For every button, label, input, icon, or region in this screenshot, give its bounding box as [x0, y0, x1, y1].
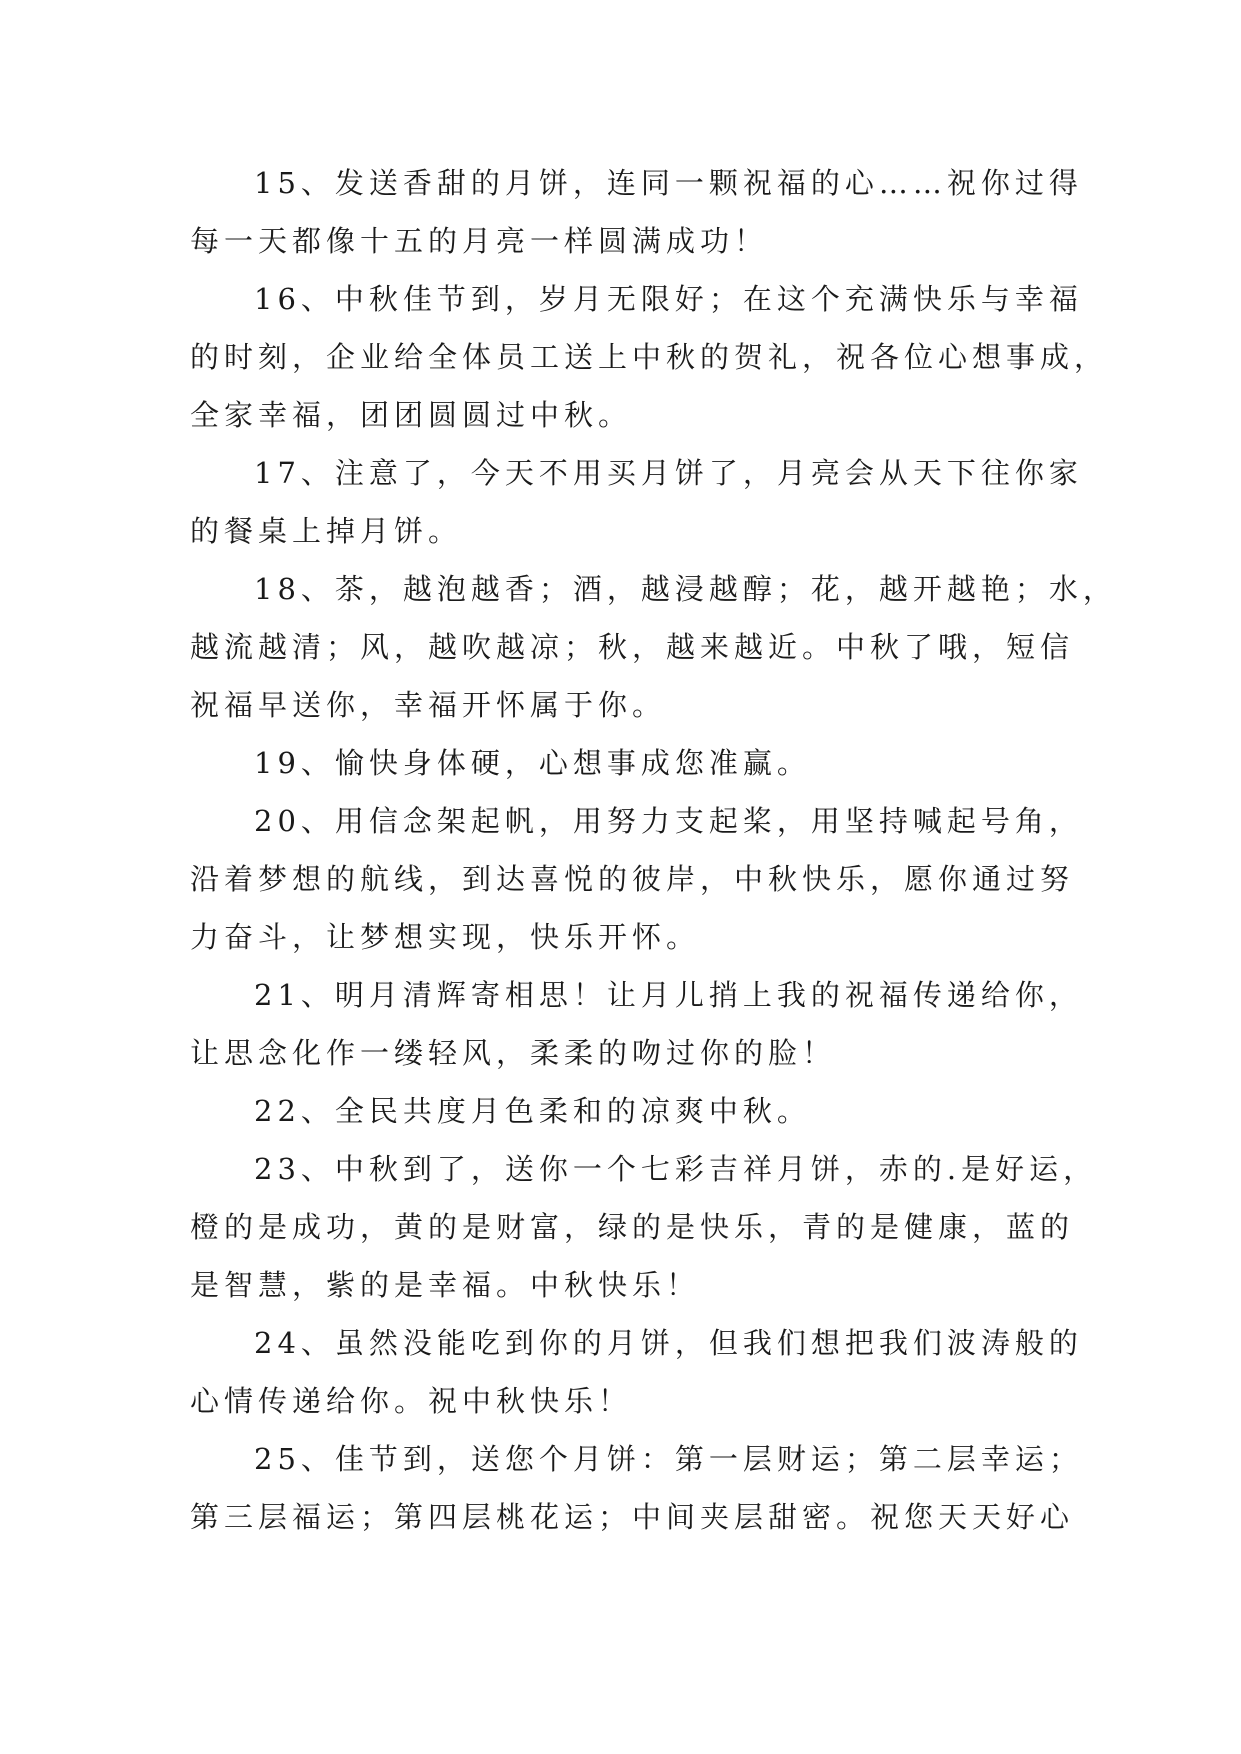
paragraph-line: 力奋斗，让梦想实现，快乐开怀。	[190, 920, 701, 954]
paragraph-23	[190, 1140, 1098, 1314]
paragraph-19	[190, 734, 1070, 792]
paragraph-line: 的时刻，企业给全体员工送上中秋的贺礼，祝各位心想事成，	[190, 340, 1109, 374]
paragraph-line: 心情传递给你。祝中秋快乐！	[190, 1384, 633, 1418]
paragraph-line: 的餐桌上掉月饼。	[190, 514, 463, 548]
paragraph-17	[190, 444, 1083, 560]
paragraph-line: 橙的是成功，黄的是财富，绿的是快乐，青的是健康，蓝的	[190, 1210, 1075, 1244]
paragraph-18	[190, 560, 1117, 734]
paragraph-line: 19、愉快身体硬，心想事成您准赢。	[254, 746, 811, 780]
paragraph-line: 让思念化作一缕轻风，柔柔的吻过你的脸！	[190, 1036, 837, 1070]
paragraph-line: 18、茶，越泡越香；酒，越浸越醇；花，越开越艳；水，	[254, 572, 1117, 606]
paragraph-line: 第三层福运；第四层桃花运；中间夹层甜密。祝您天天好心	[190, 1500, 1075, 1534]
paragraph-line: 祝福早送你，幸福开怀属于你。	[190, 688, 667, 722]
paragraph-line: 15、发送香甜的月饼，连同一颗祝福的心……祝你过得	[254, 166, 1083, 200]
paragraph-line: 全家幸福，团团圆圆过中秋。	[190, 398, 633, 432]
paragraph-20	[190, 792, 1083, 966]
paragraph-line: 每一天都像十五的月亮一样圆满成功！	[190, 224, 769, 258]
paragraph-line: 是智慧，紫的是幸福。中秋快乐！	[190, 1268, 701, 1302]
paragraph-line: 25、佳节到，送您个月饼：第一层财运；第二层幸运；	[254, 1442, 1083, 1476]
document-body	[190, 154, 1117, 1546]
paragraph-16	[190, 270, 1109, 444]
paragraph-line: 23、中秋到了，送你一个七彩吉祥月饼，赤的.是好运，	[254, 1152, 1098, 1186]
paragraph-22	[190, 1082, 1070, 1140]
paragraph-line: 16、中秋佳节到，岁月无限好；在这个充满快乐与幸福	[254, 282, 1083, 316]
paragraph-line: 24、虽然没能吃到你的月饼，但我们想把我们波涛般的	[254, 1326, 1083, 1360]
paragraph-line: 21、明月清辉寄相思！让月儿捎上我的祝福传递给你，	[254, 978, 1083, 1012]
paragraph-line: 20、用信念架起帆，用努力支起桨，用坚持喊起号角，	[254, 804, 1083, 838]
paragraph-21	[190, 966, 1083, 1082]
paragraph-line: 沿着梦想的航线，到达喜悦的彼岸，中秋快乐，愿你通过努	[190, 862, 1075, 896]
paragraph-25	[190, 1430, 1083, 1546]
paragraph-line: 越流越清；风，越吹越凉；秋，越来越近。中秋了哦，短信	[190, 630, 1075, 664]
paragraph-15	[190, 154, 1083, 270]
paragraph-line: 17、注意了，今天不用买月饼了，月亮会从天下往你家	[254, 456, 1083, 490]
paragraph-line: 22、全民共度月色柔和的凉爽中秋。	[254, 1094, 811, 1128]
paragraph-24	[190, 1314, 1083, 1430]
